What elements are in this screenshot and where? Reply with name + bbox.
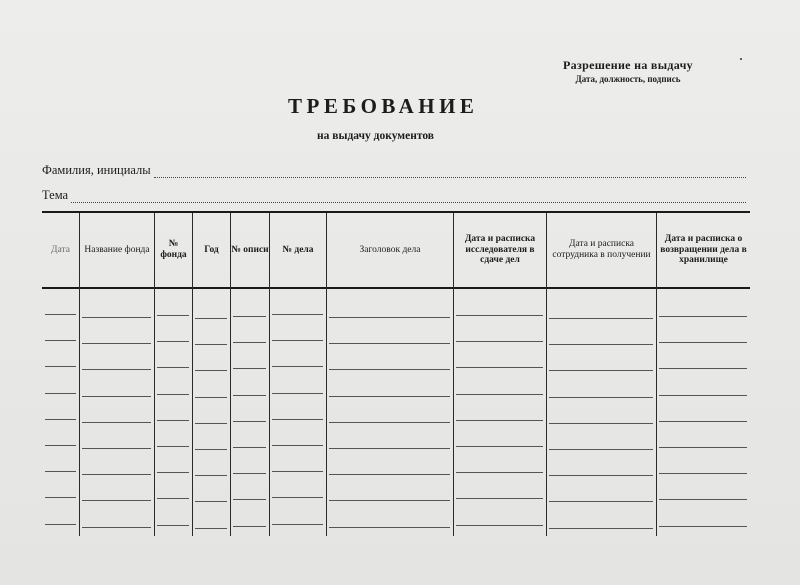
table-row-line <box>45 340 76 341</box>
table-row-line <box>659 499 747 500</box>
table-row-line <box>549 344 653 345</box>
table-row-line <box>45 497 76 498</box>
table-row-line <box>272 497 323 498</box>
column-divider <box>269 213 270 536</box>
table-row-line <box>329 448 450 449</box>
table-row-line <box>45 366 76 367</box>
table-row-line <box>195 475 227 476</box>
table-row-line <box>45 314 76 315</box>
table-row-line <box>45 445 76 446</box>
table-row-line <box>272 340 323 341</box>
table-row-line <box>549 318 653 319</box>
column-header-fund-number: № фонда <box>160 239 187 260</box>
name-fill-line[interactable] <box>154 165 746 178</box>
name-field[interactable] <box>42 162 746 178</box>
table-row-line <box>456 420 543 421</box>
column-header-fund-name: Название фонда <box>84 244 150 255</box>
table-row-line <box>82 448 151 449</box>
approval-title: Разрешение на выдачу <box>563 58 693 72</box>
table-row-line <box>272 393 323 394</box>
column-divider <box>656 213 657 536</box>
table-row-line <box>329 369 450 370</box>
table-row-line <box>329 500 450 501</box>
table-row-line <box>659 342 747 343</box>
table-row-line <box>456 498 543 499</box>
column-divider <box>326 213 327 536</box>
table-row-line <box>82 317 151 318</box>
table-row-line <box>329 396 450 397</box>
form-title: ТРЕБОВАНИЕ <box>288 94 479 118</box>
table-row-line <box>82 422 151 423</box>
table-row-line <box>659 316 747 317</box>
table-row-line <box>456 315 543 316</box>
documents-table <box>42 211 750 536</box>
table-row-line <box>272 314 323 315</box>
column-header-file-title: Заголовок дела <box>359 244 421 255</box>
table-row-line <box>272 419 323 420</box>
topic-field[interactable] <box>42 187 746 203</box>
table-row-line <box>456 367 543 368</box>
table-row-line <box>157 315 189 316</box>
topic-label: Тема <box>42 188 69 202</box>
table-row-line <box>272 524 323 525</box>
column-header-researcher-receipt: Дата и расписка исследователя в сдаче дел <box>464 233 536 266</box>
table-row-line <box>233 473 266 474</box>
table-row-line <box>456 341 543 342</box>
column-header-file-number: № дела <box>282 244 314 255</box>
table-row-line <box>82 527 151 528</box>
table-row-line <box>195 501 227 502</box>
table-row-line <box>157 341 189 342</box>
table-row-line <box>329 527 450 528</box>
table-row-line <box>157 420 189 421</box>
table-row-line <box>233 395 266 396</box>
form-subtitle: на выдачу документов <box>317 130 435 142</box>
table-row-line <box>157 394 189 395</box>
topic-fill-line[interactable] <box>71 190 746 203</box>
table-row-line <box>659 526 747 527</box>
table-row-line <box>195 318 227 319</box>
column-header-inventory-number: № описи <box>231 244 269 255</box>
table-row-line <box>157 367 189 368</box>
table-row-line <box>549 370 653 371</box>
table-row-line <box>157 525 189 526</box>
column-divider <box>154 213 155 536</box>
table-row-line <box>233 342 266 343</box>
table-row-line <box>549 423 653 424</box>
table-row-line <box>549 449 653 450</box>
column-divider <box>230 213 231 536</box>
table-row-line <box>233 316 266 317</box>
table-row-line <box>456 446 543 447</box>
table-row-line <box>45 471 76 472</box>
table-row-line <box>456 525 543 526</box>
table-row-line <box>549 528 653 529</box>
column-header-staff-receipt: Дата и расписка сотрудника в получении <box>552 239 651 260</box>
name-label: Фамилия, инициалы <box>42 163 151 177</box>
table-row-line <box>329 343 450 344</box>
table-row-line <box>659 473 747 474</box>
table-row-line <box>233 499 266 500</box>
table-row-line <box>45 419 76 420</box>
table-row-line <box>195 370 227 371</box>
table-header-rule <box>42 287 750 289</box>
column-header-year: Год <box>204 244 219 255</box>
table-row-line <box>233 421 266 422</box>
column-divider <box>546 213 547 536</box>
table-row-line <box>195 449 227 450</box>
table-row-line <box>659 395 747 396</box>
table-row-line <box>233 447 266 448</box>
table-row-line <box>659 421 747 422</box>
table-row-line <box>549 475 653 476</box>
table-row-line <box>157 472 189 473</box>
column-header-date: Дата <box>51 244 70 255</box>
table-row-line <box>82 369 151 370</box>
table-row-line <box>329 474 450 475</box>
table-row-line <box>82 474 151 475</box>
table-row-line <box>45 524 76 525</box>
table-row-line <box>82 343 151 344</box>
table-row-line <box>195 344 227 345</box>
table-row-line <box>233 526 266 527</box>
column-divider <box>192 213 193 536</box>
approval-caption: Дата, должность, подпись <box>575 74 681 84</box>
table-row-line <box>272 471 323 472</box>
table-row-line <box>659 447 747 448</box>
table-row-line <box>549 397 653 398</box>
table-row-line <box>195 397 227 398</box>
column-divider <box>79 213 80 536</box>
column-header-return-receipt: Дата и расписка о возвращении дела в хранилище <box>660 233 747 266</box>
approval-block <box>548 58 708 84</box>
table-row-line <box>329 422 450 423</box>
table-row-line <box>329 317 450 318</box>
table-row-line <box>157 446 189 447</box>
table-row-line <box>659 368 747 369</box>
table-row-line <box>456 472 543 473</box>
column-divider <box>453 213 454 536</box>
table-row-line <box>272 445 323 446</box>
table-row-line <box>549 501 653 502</box>
table-row-line <box>272 366 323 367</box>
table-row-line <box>233 368 266 369</box>
table-row-line <box>195 528 227 529</box>
table-row-line <box>82 396 151 397</box>
table-row-line <box>195 423 227 424</box>
ink-dot <box>740 58 742 60</box>
table-row-line <box>456 394 543 395</box>
table-row-line <box>45 393 76 394</box>
table-row-line <box>82 500 151 501</box>
table-row-line <box>157 498 189 499</box>
